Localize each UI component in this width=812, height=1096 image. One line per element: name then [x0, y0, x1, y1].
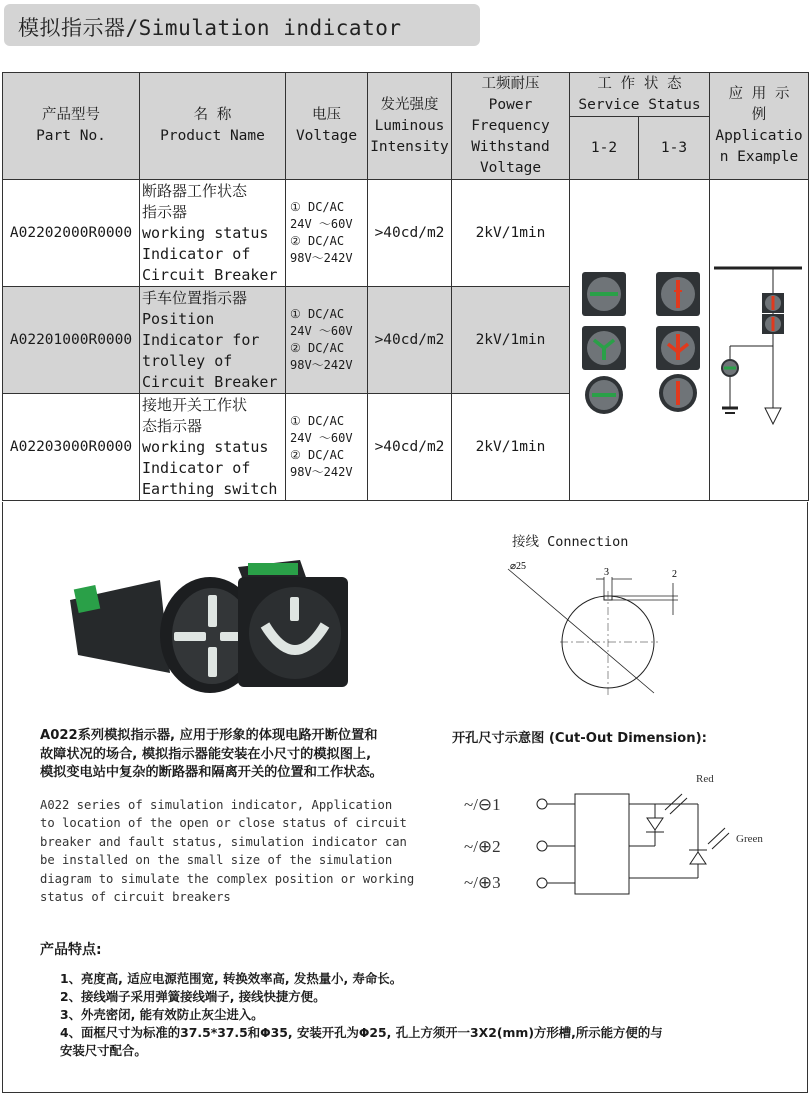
volt-line: 24V ～60V	[290, 431, 353, 445]
name-line: 接地开关工作状	[142, 395, 248, 414]
voltage	[286, 180, 368, 287]
name-line: working status	[142, 437, 269, 456]
product-name	[140, 180, 286, 287]
name-line: Indicator of	[142, 244, 251, 263]
led-green-icon	[689, 828, 729, 864]
desc-cn-line: 模拟变电站中复杂的断路器和隔离开关的位置和工作状态。	[40, 765, 383, 780]
header-name-cn: 名 称	[193, 107, 232, 123]
header-pw-cn: 工频耐压	[481, 75, 540, 92]
page-title: 模拟指示器/Simulation indicator	[18, 16, 402, 40]
dim-diameter: ⌀25	[510, 561, 527, 572]
led-red-icon	[646, 794, 687, 832]
square-indicator-icon	[238, 560, 348, 687]
app-indicator-top-icon	[762, 293, 784, 313]
header-pw-en4: Voltage	[479, 159, 542, 176]
desc-cn-line: 故障状况的场合, 模拟指示器能安装在小尺寸的模拟图上,	[40, 746, 372, 762]
header-ss-1-2: 1-2	[570, 117, 639, 180]
terminal-1-label: ~/⊖1	[464, 795, 501, 814]
name-line: Position	[142, 309, 215, 328]
header-ss-cn: 工 作 状 态	[597, 75, 682, 92]
green-label: Green	[736, 833, 763, 845]
volt-line: ② DC/AC	[290, 341, 345, 355]
application-example	[710, 180, 809, 501]
header-volt-en: Voltage	[295, 128, 358, 144]
description-en	[40, 796, 440, 906]
header-volt-cn: 电压	[312, 107, 341, 123]
header-pw-en3: Withstand	[471, 138, 550, 155]
indicator-trolley-closed-icon	[582, 326, 626, 370]
spec-table	[2, 72, 809, 501]
luminous: >40cd/m2	[368, 180, 452, 287]
arrow-down-icon	[765, 408, 781, 424]
header-app-en2: n Example	[719, 149, 799, 165]
header-part-cn: 产品型号	[42, 107, 100, 123]
service-status-svg	[570, 180, 710, 500]
name-line: Circuit Breaker	[142, 372, 278, 391]
indicator-round-open-icon	[659, 374, 697, 412]
feature-item: 3、外壳密闭, 能有效防止灰尘进入。	[60, 1007, 264, 1022]
features-list	[60, 970, 780, 1060]
header-lum-en2: Intensity	[370, 138, 449, 155]
desc-en-line: diagram to simulate the complex position or working	[40, 871, 415, 886]
volt-line: 98V～242V	[290, 465, 353, 479]
feature-item: 安装尺寸配合。	[60, 1043, 147, 1058]
table-row	[3, 180, 809, 287]
voltage	[286, 287, 368, 394]
header-pw-en2: Frequency	[471, 117, 550, 134]
title-tab	[4, 4, 480, 46]
name-line: Indicator of	[142, 458, 251, 477]
indicator-square-open-icon	[656, 272, 700, 316]
volt-line: ① DC/AC	[290, 200, 345, 214]
luminous: >40cd/m2	[368, 287, 452, 394]
header-lum	[368, 73, 452, 180]
circuit-diagram	[460, 766, 790, 906]
connection-diagram	[500, 555, 700, 705]
terminal-2-label: ~/⊕2	[464, 837, 501, 856]
name-line: 断路器工作状态	[142, 181, 248, 200]
description-cn	[40, 727, 440, 783]
part-no: A02201000R0000	[3, 287, 140, 394]
product-name	[140, 287, 286, 394]
header-app-en1: Applicatio	[715, 128, 803, 144]
header-name	[140, 73, 286, 180]
name-line: 态指示器	[142, 416, 203, 435]
name-line: 手车位置指示器	[142, 288, 248, 307]
name-line: working status	[142, 223, 269, 242]
indicator-round-closed-icon	[585, 376, 623, 414]
name-line: 指示器	[142, 202, 188, 221]
indicator-trolley-open-icon	[656, 326, 700, 370]
ground-icon	[722, 408, 738, 413]
power-withstand: 2kV/1min	[452, 180, 570, 287]
name-line: trolley of	[142, 351, 233, 370]
header-app	[710, 73, 809, 180]
power-withstand: 2kV/1min	[452, 394, 570, 501]
header-ss-1-3: 1-3	[639, 117, 710, 180]
service-status-images	[570, 180, 710, 501]
dim-width: 3	[604, 567, 609, 578]
header-pw-en1: Power	[488, 96, 533, 113]
volt-line: 98V～242V	[290, 358, 353, 372]
cutout-title: 开孔尺寸示意图 (Cut-Out Dimension):	[452, 731, 707, 746]
header-part	[3, 73, 140, 180]
header-app-cn2: 例	[751, 107, 767, 123]
feature-item: 2、接线端子采用弹簧接线端子, 接线快捷方便。	[60, 989, 326, 1004]
part-no: A02202000R0000	[3, 180, 140, 287]
volt-line: ② DC/AC	[290, 234, 345, 248]
header-lum-cn: 发光强度	[380, 96, 439, 113]
voltage	[286, 394, 368, 501]
desc-en-line: breaker and fault status, simulation indicator can	[40, 834, 407, 849]
part-no: A02203000R0000	[3, 394, 140, 501]
red-label: Red	[696, 773, 714, 785]
features-title: 产品特点:	[40, 942, 102, 958]
product-name	[140, 394, 286, 501]
app-indicator-left-icon	[721, 359, 739, 377]
header-lum-en1: Luminous	[374, 117, 445, 134]
volt-line: ① DC/AC	[290, 307, 345, 321]
dim-height: 2	[672, 569, 677, 580]
indicator-square-closed-icon	[582, 272, 626, 316]
header-part-en: Part No.	[36, 128, 106, 144]
name-line: Circuit Breaker	[142, 265, 278, 284]
volt-line: 98V～242V	[290, 251, 353, 265]
name-line: Indicator for	[142, 330, 260, 349]
header-service-status	[570, 73, 710, 117]
header-ss-en: Service Status	[578, 96, 701, 113]
luminous: >40cd/m2	[368, 394, 452, 501]
desc-en-line: be installed on the small size of the simulation	[40, 853, 393, 868]
volt-line: ② DC/AC	[290, 448, 345, 462]
desc-en-line: to location of the open or close status of circuit	[40, 816, 407, 831]
header-name-en: Product Name	[160, 128, 265, 144]
terminal-3-label: ~/⊕3	[464, 873, 501, 892]
volt-line: 24V ～60V	[290, 324, 353, 338]
header-power	[452, 73, 570, 180]
application-diagram	[710, 180, 809, 500]
app-indicator-bottom-icon	[762, 314, 784, 334]
feature-item: 4、面框尺寸为标准的37.5*37.5和Φ35, 安装开孔为Φ25, 孔上方须开一3X2(mm)方形槽,所示能方便的与	[60, 1025, 663, 1040]
desc-en-line: A022 series of simulation indicator, Application	[40, 798, 393, 812]
feature-item: 1、亮度高, 适应电源范围宽, 转换效率高, 发热量小, 寿命长。	[60, 971, 403, 986]
product-photo	[60, 555, 360, 700]
name-line: Earthing switch	[142, 479, 278, 498]
connection-label: 接线 Connection	[512, 534, 629, 550]
volt-line: ① DC/AC	[290, 414, 345, 428]
desc-cn-line: A022系列模拟指示器, 应用于形象的体现电路开断位置和	[40, 728, 378, 743]
header-app-cn1: 应 用 示	[728, 86, 790, 102]
round-indicator-icon	[70, 577, 260, 693]
power-withstand: 2kV/1min	[452, 287, 570, 394]
desc-en-line: status of circuit breakers	[40, 890, 231, 905]
header-volt	[286, 73, 368, 180]
volt-line: 24V ～60V	[290, 217, 353, 231]
